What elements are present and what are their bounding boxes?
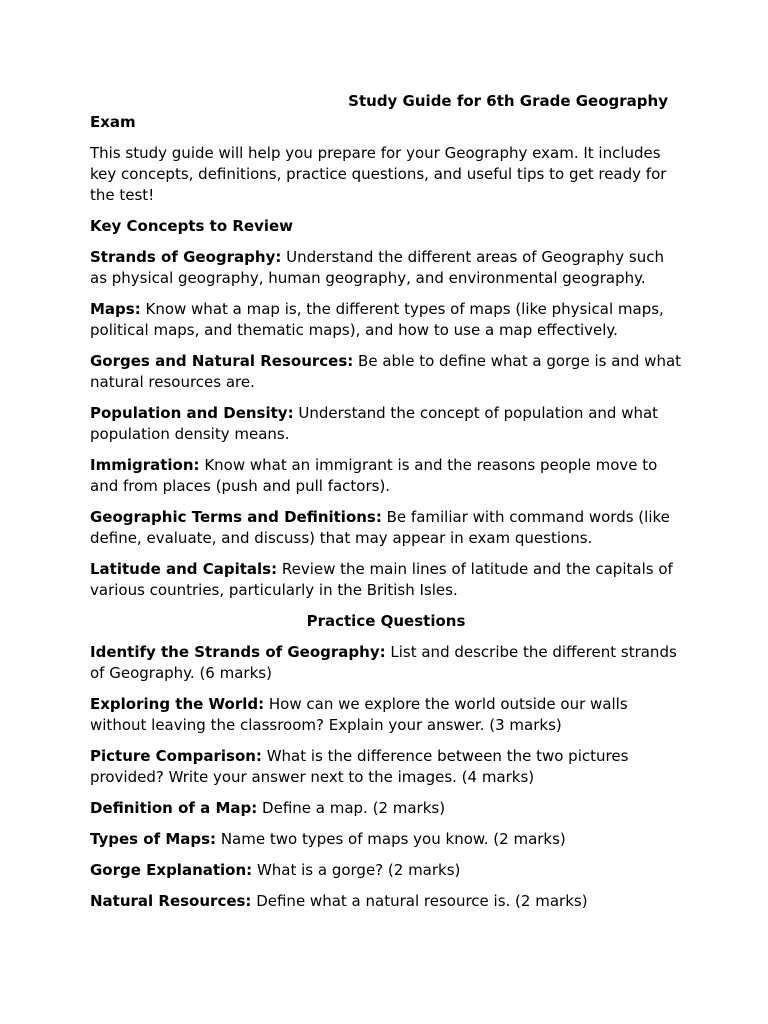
practice-question-label: Identify the Strands of Geography:	[90, 643, 386, 661]
key-concepts-list	[90, 247, 682, 601]
practice-questions-list	[90, 642, 682, 912]
key-concept-text: Review the main lines of latitude and the capitals of various countries, particularly in the British Isles.	[90, 560, 673, 599]
practice-question-item	[90, 829, 682, 850]
practice-question-text: Define a map. (2 marks)	[257, 799, 446, 817]
practice-question-text: Name two types of maps you know. (2 marks)	[216, 830, 566, 848]
practice-question-text: Define what a natural resource is. (2 marks)	[251, 892, 588, 910]
key-concept-label: Gorges and Natural Resources:	[90, 352, 354, 370]
document-page	[90, 91, 682, 922]
key-concept-label: Strands of Geography:	[90, 248, 282, 266]
practice-question-text: How can we explore the world outside our walls without leaving the classroom? Explain your answer. (3 marks)	[90, 695, 628, 734]
practice-question-text: What is the difference between the two pictures provided? Write your answer next to the images. (4 marks)	[90, 747, 629, 786]
key-concept-label: Latitude and Capitals:	[90, 560, 278, 578]
practice-question-item	[90, 746, 682, 788]
practice-questions-heading: Practice Questions	[306, 612, 466, 630]
practice-question-item	[90, 891, 682, 912]
document-title: Study Guide for 6th Grade Geography	[348, 92, 668, 110]
practice-question-item	[90, 694, 682, 736]
key-concept-label: Immigration:	[90, 456, 200, 474]
practice-question-label: Definition of a Map:	[90, 799, 258, 817]
key-concept-text: Know what an immigrant is and the reasons people move to and from places (push and pull factors).	[90, 456, 658, 495]
key-concept-label: Maps:	[90, 300, 141, 318]
key-concepts-heading: Key Concepts to Review	[90, 217, 294, 235]
practice-question-label: Types of Maps:	[90, 830, 217, 848]
key-concept-text: Understand the concept of population and what population density means.	[90, 404, 659, 443]
key-concept-item	[90, 299, 682, 341]
key-concept-label: Population and Density:	[90, 404, 294, 422]
practice-question-text: List and describe the different strands of Geography. (6 marks)	[90, 643, 677, 682]
key-concept-item	[90, 455, 682, 497]
practice-question-label: Exploring the World:	[90, 695, 265, 713]
intro-paragraph: This study guide will help you prepare for your Geography exam. It includes key concepts, definitions, practice questions, and useful tips to get ready for the test!	[90, 144, 667, 204]
key-concept-item	[90, 507, 682, 549]
practice-question-label: Natural Resources:	[90, 892, 252, 910]
document-title-continued: Exam	[90, 113, 136, 131]
key-concept-item	[90, 403, 682, 445]
practice-question-text: What is a gorge? (2 marks)	[252, 861, 461, 879]
practice-question-item	[90, 642, 682, 684]
key-concept-label: Geographic Terms and Definitions:	[90, 508, 382, 526]
practice-question-item	[90, 860, 682, 881]
practice-question-label: Picture Comparison:	[90, 747, 262, 765]
practice-question-item	[90, 798, 682, 819]
practice-question-label: Gorge Explanation:	[90, 861, 253, 879]
key-concept-text: Be able to define what a gorge is and what natural resources are.	[90, 352, 682, 391]
key-concept-text: Understand the different areas of Geography such as physical geography, human geography, and environmental geography.	[90, 248, 664, 287]
key-concept-item	[90, 247, 682, 289]
key-concept-text: Know what a map is, the different types of maps (like physical maps, political maps, and thematic maps), and how to use a map effectively.	[90, 300, 664, 339]
key-concept-text: Be familiar with command words (like define, evaluate, and discuss) that may appear in exam questions.	[90, 508, 670, 547]
key-concept-item	[90, 351, 682, 393]
key-concept-item	[90, 559, 682, 601]
